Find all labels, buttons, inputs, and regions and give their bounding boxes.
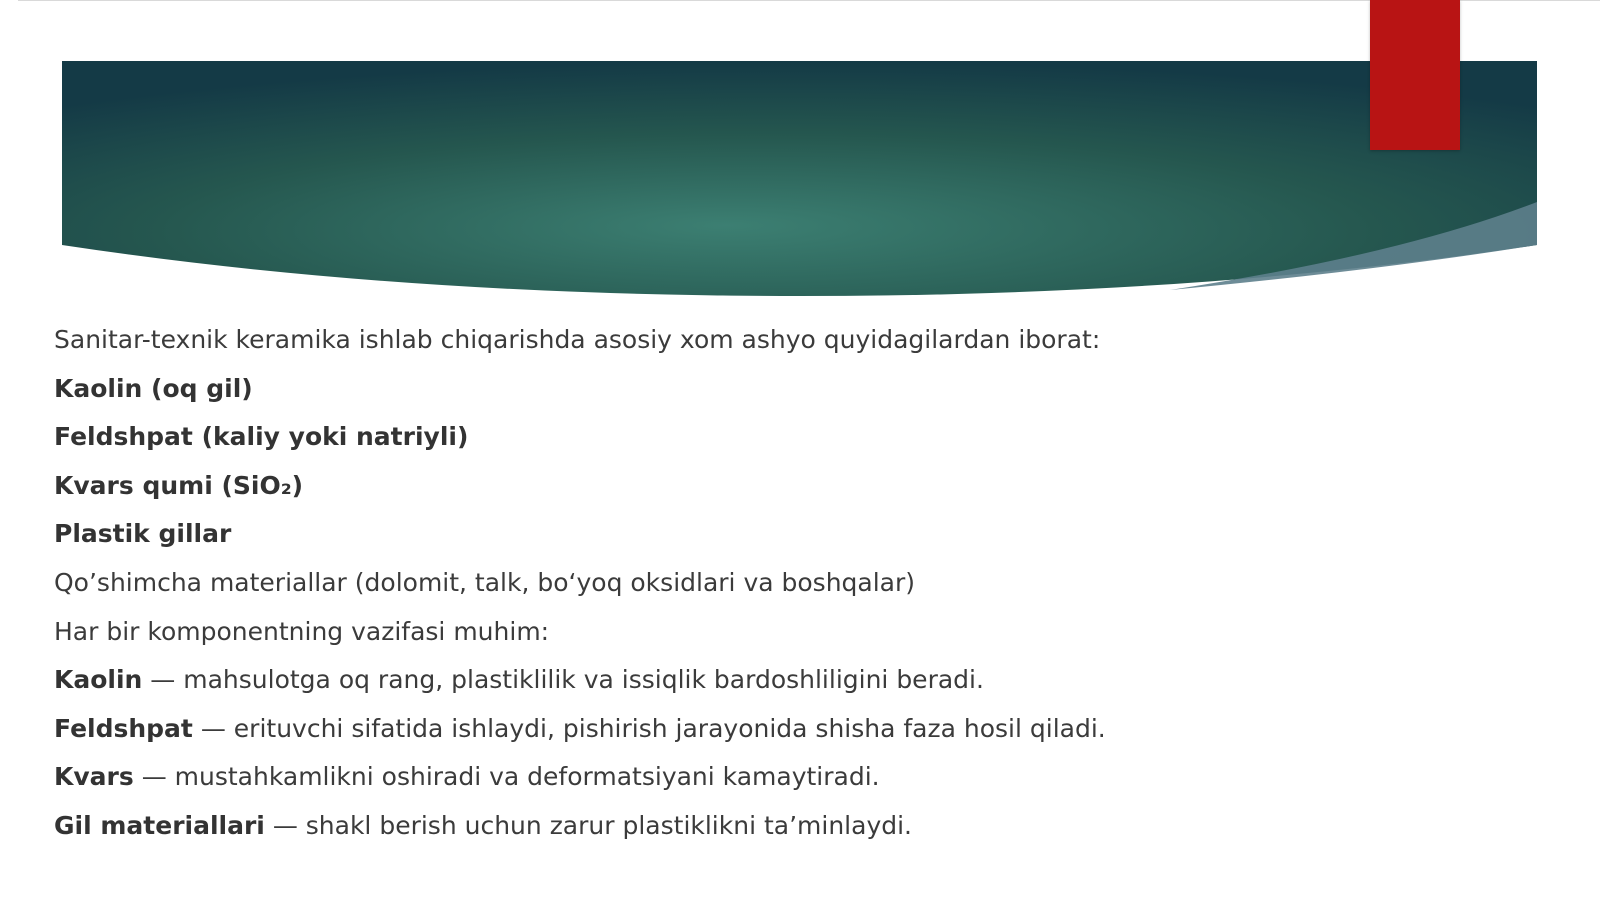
- role-item: [54, 802, 1494, 851]
- role-term: Kvars: [54, 762, 134, 792]
- header-banner: [0, 0, 1600, 300]
- role-term: Gil materiallari: [54, 810, 265, 840]
- role-desc: — mustahkamlikni oshiradi va deformatsiyani kamaytiradi.: [133, 762, 880, 792]
- role-desc: — mahsulotga oq rang, plastiklilik va issiqlik bardoshliligini beradi.: [142, 665, 984, 695]
- content-body: [54, 316, 1494, 851]
- red-bookmark-tab: [1370, 0, 1460, 150]
- banner-shape: [62, 61, 1537, 296]
- additional-materials-text: Qo’shimcha materiallar (dolomit, talk, bo‘yoq oksidlari va boshqalar): [54, 567, 916, 597]
- material-item: Kaolin (oq gil): [54, 373, 253, 403]
- material-item: Kvars qumi (SiO₂): [54, 470, 304, 500]
- role-term: Feldshpat: [54, 713, 193, 743]
- material-item: Plastik gillar: [54, 519, 232, 549]
- roles-heading: Har bir komponentning vazifasi muhim:: [54, 616, 550, 646]
- role-item: [54, 705, 1494, 754]
- role-term: Kaolin: [54, 665, 143, 695]
- role-desc: — shakl berish uchun zarur plastiklikni ta’minlaydi.: [264, 810, 913, 840]
- role-item: [54, 753, 1494, 802]
- intro-text: Sanitar-texnik keramika ishlab chiqarishda asosiy xom ashyo quyidagilardan iborat:: [54, 325, 1101, 354]
- material-item: Feldshpat (kaliy yoki natriyli): [54, 422, 469, 452]
- role-desc: — erituvchi sifatida ishlaydi, pishirish jarayonida shisha faza hosil qiladi.: [192, 713, 1106, 743]
- role-item: [54, 656, 1494, 705]
